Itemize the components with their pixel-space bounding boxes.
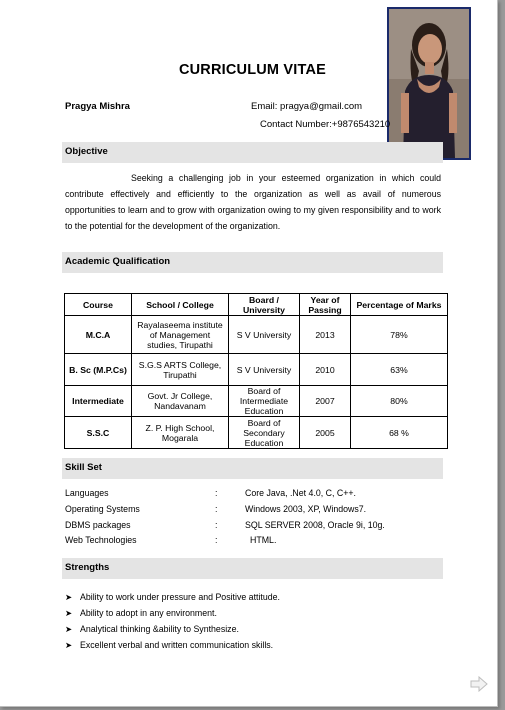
section-title: Strengths: [65, 562, 110, 573]
section-title: Objective: [65, 146, 108, 157]
table-header-row: [65, 294, 448, 316]
academic-section-header: [62, 252, 443, 273]
percentage-cell: 80%: [351, 386, 448, 417]
year-cell: 2007: [300, 386, 351, 417]
year-cell: 2005: [300, 417, 351, 449]
strengths-section-header: [62, 558, 443, 579]
board-cell: S V University: [229, 354, 300, 386]
objective-section-header: [62, 142, 443, 163]
list-item: ➤ Ability to adopt in any environment.: [65, 608, 217, 618]
table-row: [65, 354, 448, 386]
skill-colon: :: [215, 488, 218, 498]
document-title: CURRICULUM VITAE: [178, 62, 327, 78]
email-line: Email: pragya@gmail.com: [251, 101, 363, 112]
year-cell: 2010: [300, 354, 351, 386]
table-row: [65, 417, 448, 449]
percentage-cell: 63%: [351, 354, 448, 386]
percentage-cell: 68 %: [351, 417, 448, 449]
school-cell: Z. P. High School, Mogarala: [132, 417, 229, 449]
course-cell: Intermediate: [65, 386, 132, 417]
skill-value: HTML.: [250, 535, 277, 545]
skill-value: Core Java, .Net 4.0, C, C++.: [245, 488, 356, 498]
skill-value: Windows 2003, XP, Windows7.: [245, 504, 367, 514]
arrow-bullet-icon: ➤: [65, 624, 73, 634]
skill-value: SQL SERVER 2008, Oracle 9i, 10g.: [245, 520, 385, 530]
skills-section-header: [62, 458, 443, 479]
board-cell: Board of Secondary Education: [229, 417, 300, 449]
course-cell: S.S.C: [65, 417, 132, 449]
academic-table: [64, 293, 448, 449]
col-school-header: School / College: [132, 294, 229, 316]
skill-label: Operating Systems: [65, 504, 140, 514]
strengths-list: [65, 592, 280, 656]
year-cell: 2013: [300, 316, 351, 354]
profile-photo: [387, 7, 471, 160]
arrow-bullet-icon: ➤: [65, 608, 73, 618]
skill-label: Web Technologies: [65, 535, 137, 545]
person-photo-icon: [389, 9, 469, 158]
contact-line: Contact Number:+9876543210: [260, 119, 391, 130]
next-page-arrow-icon[interactable]: [470, 676, 488, 697]
course-cell: B. Sc (M.P.Cs): [65, 354, 132, 386]
col-year-header: Year of Passing: [300, 294, 351, 316]
board-cell: S V University: [229, 316, 300, 354]
skill-colon: :: [215, 520, 218, 530]
skill-row-os: [65, 504, 367, 514]
section-title: Skill Set: [65, 462, 102, 473]
table-row: [65, 386, 448, 417]
skill-label: DBMS packages: [65, 520, 131, 530]
percentage-cell: 78%: [351, 316, 448, 354]
skill-label: Languages: [65, 488, 109, 498]
list-item: ➤ Excellent verbal and written communication skills.: [65, 640, 274, 650]
arrow-bullet-icon: ➤: [65, 640, 73, 650]
skill-row-languages: [65, 488, 356, 498]
section-title: Academic Qualification: [65, 256, 171, 267]
skill-row-web: [65, 535, 277, 545]
school-cell: Govt. Jr College, Nandavanam: [132, 386, 229, 417]
list-item: ➤ Analytical thinking &ability to Synthesize.: [65, 624, 239, 634]
skill-colon: :: [215, 504, 218, 514]
objective-text: Seeking a challenging job in your esteemed organization in which could contribute effectively and efficiently to the organization as well as avail of numerous opportunities to learn and to grow with organization owing to my given responsibility and to work to the potential for the development of the organization.: [65, 173, 441, 232]
col-course-header: Course: [65, 294, 132, 316]
arrow-bullet-icon: ➤: [65, 592, 73, 602]
skill-row-dbms: [65, 520, 385, 530]
col-percentage-header: Percentage of Marks: [351, 294, 448, 316]
board-cell: Board of Intermediate Education: [229, 386, 300, 417]
course-cell: M.C.A: [65, 316, 132, 354]
col-board-header: Board / University: [229, 294, 300, 316]
school-cell: S.G.S ARTS College, Tirupathi: [132, 354, 229, 386]
skill-colon: :: [215, 535, 218, 545]
candidate-name: Pragya Mishra: [65, 101, 130, 112]
school-cell: Rayalaseema institute of Management studies, Tirupathi: [132, 316, 229, 354]
list-item: ➤ Ability to work under pressure and Positive attitude.: [65, 592, 280, 602]
table-row: [65, 316, 448, 354]
